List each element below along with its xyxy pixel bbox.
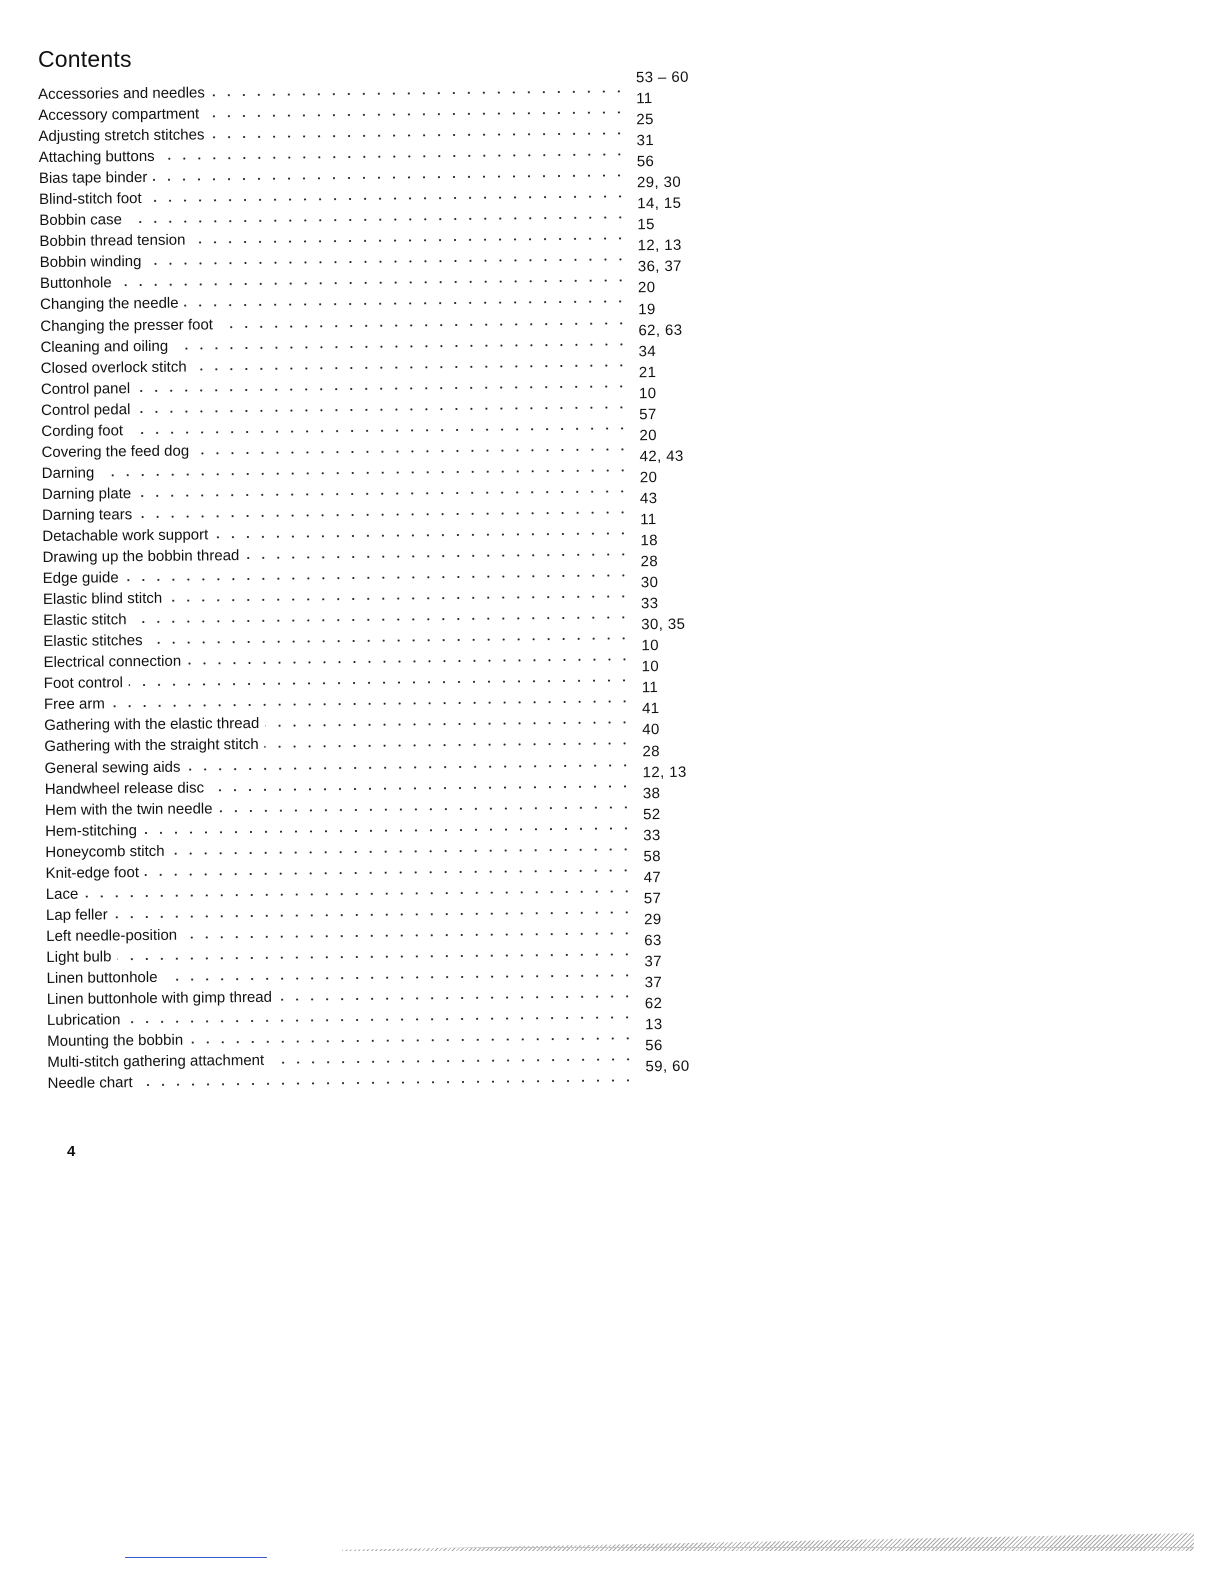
dot-leader — [189, 1036, 635, 1044]
dot-leader — [265, 721, 632, 729]
dot-leader — [210, 784, 633, 792]
dot-leader — [138, 510, 630, 519]
toc-entry-label: Darning — [41, 464, 95, 482]
dot-leader — [125, 573, 631, 582]
dot-leader — [245, 552, 630, 560]
toc-entry-label: Covering the feed dog — [41, 442, 190, 461]
toc-entry-page: 40 — [642, 721, 660, 739]
dot-leader — [114, 910, 634, 919]
dot-leader — [100, 468, 629, 477]
scan-edge-line — [125, 1557, 267, 1558]
dot-leader — [145, 868, 634, 877]
toc-entry-label: Attaching buttons — [38, 148, 155, 167]
toc-entry-label: Control panel — [40, 379, 131, 398]
dot-leader — [118, 279, 628, 288]
toc-entry-label: Linen buttonhole — [46, 968, 158, 987]
toc-entry-label: Buttonhole — [39, 274, 112, 293]
toc-entry-label: Hem-stitching — [45, 821, 137, 840]
toc-entry-page: 38 — [642, 784, 661, 802]
toc-entry-label: Darning plate — [41, 485, 132, 503]
toc-entry-page: 20 — [639, 468, 658, 487]
toc-entry-page: 29 — [643, 910, 662, 929]
toc-entry-page: 28 — [642, 742, 661, 760]
toc-entry-page: 30, 35 — [641, 616, 686, 634]
toc-entry-page: 28 — [640, 553, 659, 571]
toc-entry-page: 33 — [643, 826, 661, 844]
toc-entry-label: Honeycomb stitch — [45, 842, 165, 861]
dot-leader — [133, 616, 632, 625]
toc-entry-label: Edge guide — [42, 569, 119, 588]
toc-entry-label: Adjusting stretch stitches — [38, 126, 205, 146]
toc-entry-page: 20 — [637, 279, 656, 297]
dot-leader — [147, 258, 627, 267]
toc-entry-label: Lubrication — [46, 1011, 121, 1030]
toc-entry-label: Hem with the twin needle — [44, 799, 213, 819]
dot-leader — [84, 889, 633, 898]
toc-entry-label: Drawing up the bobbin thread — [42, 547, 240, 567]
toc-entry-label: Foot control — [43, 674, 124, 693]
toc-entry-page: 10 — [641, 637, 660, 655]
dot-leader — [137, 489, 630, 498]
toc-entry-page: 62 — [644, 995, 663, 1013]
toc-entry-page: 58 — [643, 847, 662, 865]
toc-entry-page: 56 — [645, 1037, 663, 1055]
toc-entry-label: Electrical connection — [43, 652, 182, 672]
toc-entry-label: Gathering with the straight stitch — [44, 736, 259, 756]
toc-entry-page: 62, 63 — [638, 321, 683, 339]
toc-entry-page: 13 — [644, 1016, 663, 1034]
dot-leader — [183, 931, 634, 939]
toc-entry-page: 47 — [643, 868, 662, 887]
dot-leader — [126, 1015, 635, 1024]
dot-leader — [219, 805, 633, 813]
toc-entry-page: 57 — [643, 889, 662, 908]
toc-entry-label: Bobbin case — [39, 211, 122, 230]
dot-leader — [129, 426, 629, 435]
dot-leader — [136, 405, 629, 414]
dot-leader — [185, 300, 629, 308]
dot-leader — [149, 637, 632, 646]
toc-entry-page: 19 — [638, 300, 656, 318]
toc-entry-page: 52 — [642, 805, 661, 823]
dot-leader — [139, 1079, 636, 1088]
toc-entry-label: Free arm — [43, 695, 105, 714]
toc-entry-label: Needle chart — [47, 1074, 133, 1093]
toc-entry-page: 20 — [639, 426, 657, 445]
toc-entry-label: Control pedal — [41, 400, 131, 419]
toc-entry-page: 11 — [640, 511, 657, 529]
dot-leader — [161, 153, 627, 161]
toc-entry-page: 29, 30 — [636, 174, 682, 192]
toc-entry-label: Changing the presser foot — [40, 315, 214, 335]
toc-entry-page: 10 — [641, 658, 660, 676]
toc-entry-page: 37 — [644, 974, 663, 992]
toc-entry-page: 11 — [641, 679, 659, 697]
page-number: 4 — [67, 1143, 76, 1160]
dot-leader — [148, 195, 627, 204]
toc-entry-label: Knit-edge foot — [45, 863, 140, 882]
toc-entry-label: Multi-stitch gathering attachment — [47, 1052, 265, 1072]
dot-leader — [174, 342, 628, 350]
toc-entry-page: 63 — [644, 931, 662, 950]
toc-entry-label: Bias tape binder — [38, 169, 148, 188]
toc-entry-page: 11 — [636, 90, 653, 108]
toc-entry-page: 30 — [640, 574, 659, 592]
toc-entry-page: 18 — [640, 532, 658, 550]
toc-entry-label: General sewing aids — [44, 758, 181, 777]
dot-leader — [187, 658, 631, 666]
toc-entry-page: 36, 37 — [637, 258, 682, 276]
toc-entry-label: Closed overlock stitch — [40, 358, 187, 377]
toc-entry-label: Left needle-position — [46, 926, 178, 945]
dot-leader — [193, 363, 629, 371]
dot-leader — [278, 994, 635, 1001]
scan-edge-shadow — [342, 1533, 1194, 1551]
dot-leader — [136, 384, 629, 393]
toc-entry-page: 14, 15 — [637, 195, 682, 213]
toc-entry-page: 53 – 60 — [635, 68, 689, 87]
toc-entry-label: Accessories and needles — [38, 84, 205, 104]
dot-leader — [143, 826, 633, 835]
toc-entry-label: Accessory compartment — [38, 105, 200, 125]
toc-entry-label: Elastic blind stitch — [42, 589, 163, 609]
toc-entry-page: 57 — [639, 405, 657, 424]
toc-entry-label: Cleaning and oiling — [40, 337, 169, 356]
toc-entry-label: Cording foot — [41, 421, 124, 440]
toc-entry-label: Elastic stitch — [43, 611, 127, 630]
dot-leader — [265, 742, 633, 750]
toc-entry-label: Gathering with the elastic thread — [44, 715, 260, 735]
toc-entry-label: Handwheel release disc — [44, 779, 205, 798]
dot-leader — [164, 973, 635, 982]
toc-entry-page: 12, 13 — [637, 237, 682, 255]
toc-entry-label: Bobbin thread tension — [39, 231, 186, 251]
dot-leader — [111, 700, 632, 709]
toc-entry-page: 43 — [639, 490, 658, 508]
dot-leader — [186, 763, 632, 771]
dot-leader — [214, 531, 630, 539]
dot-leader — [211, 89, 626, 97]
toc-entry-page: 31 — [636, 132, 655, 150]
table-of-contents — [38, 68, 728, 1094]
toc-entry-page: 10 — [638, 384, 657, 402]
toc-entry-page: 37 — [644, 953, 663, 971]
dot-leader — [191, 237, 627, 245]
toc-entry-page: 15 — [637, 216, 655, 234]
toc-entry-page: 12, 13 — [642, 763, 687, 781]
toc-entry-label: Darning tears — [42, 506, 133, 524]
dot-leader — [168, 594, 631, 602]
toc-entry-label: Mounting the bobbin — [47, 1031, 184, 1051]
toc-entry-label: Elastic stitches — [43, 632, 143, 651]
toc-entry-label: Bobbin winding — [39, 253, 142, 272]
dot-leader — [153, 174, 627, 183]
dot-leader — [270, 1057, 635, 1065]
toc-entry-label: Linen buttonhole with gimp thread — [46, 988, 273, 1008]
toc-entry-label: Detachable work support — [42, 526, 209, 545]
dot-leader — [128, 216, 627, 225]
toc-entry-page: 59, 60 — [645, 1058, 690, 1076]
toc-entry-label: Blind-stitch foot — [39, 190, 142, 209]
dot-leader — [171, 847, 634, 855]
toc-entry-page: 42, 43 — [639, 447, 684, 466]
toc-entry-page: 33 — [640, 595, 659, 613]
toc-entry-page: 21 — [638, 363, 657, 381]
page-title: Contents — [38, 46, 132, 72]
toc-entry-label: Lap feller — [45, 906, 108, 924]
toc-entry-page: 25 — [636, 111, 654, 129]
dot-leader — [219, 321, 628, 329]
dot-leader — [195, 447, 629, 455]
toc-entry-page: 56 — [636, 153, 655, 171]
toc-entry-page: 34 — [638, 342, 657, 360]
dot-leader — [129, 679, 632, 688]
toc-entry-label: Lace — [45, 885, 79, 903]
dot-leader — [210, 131, 626, 139]
toc-entry-page: 41 — [641, 700, 660, 718]
dot-leader — [205, 110, 626, 118]
toc-entry-label: Light bulb — [46, 948, 112, 966]
dot-leader — [117, 952, 634, 961]
toc-entry-label: Changing the needle — [40, 295, 179, 314]
